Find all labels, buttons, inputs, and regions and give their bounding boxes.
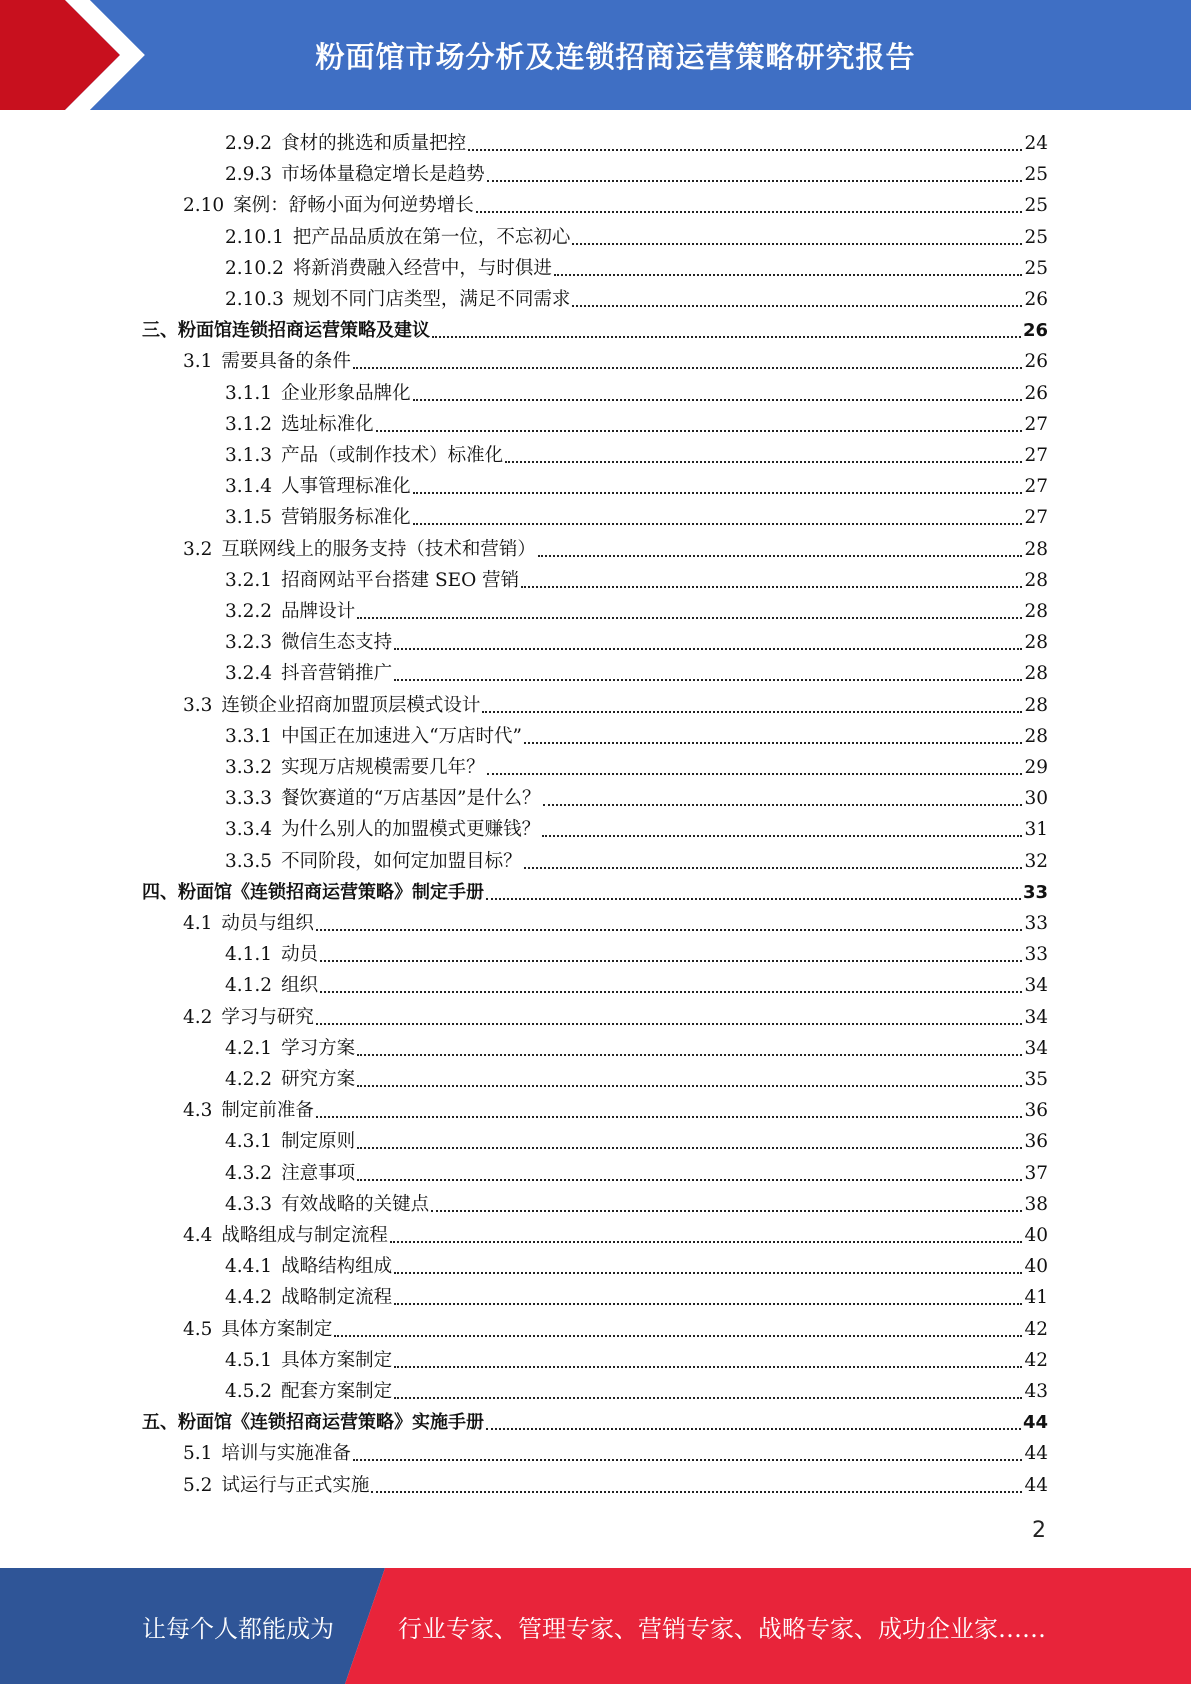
toc-leader-dots <box>353 1458 1023 1461</box>
toc-entry-title: 中国正在加速进入“万店时代” <box>281 725 522 747</box>
toc-entry-title: 具体方案制定 <box>281 1349 393 1371</box>
toc-leader-dots <box>413 522 1023 525</box>
toc-entry-title: 注意事项 <box>281 1162 356 1184</box>
toc-entry-page: 28 <box>1024 601 1048 622</box>
toc-entry-title: 战略制定流程 <box>281 1287 393 1309</box>
toc-entry-number: 4.2 <box>183 1006 213 1028</box>
toc-entry-number: 3.1.4 <box>225 476 273 498</box>
toc-leader-dots <box>524 741 1022 744</box>
toc-entry-page: 44 <box>1022 1412 1048 1434</box>
toc-entry-page: 42 <box>1024 1349 1048 1371</box>
toc-entry[interactable] <box>225 658 1048 689</box>
toc-entry-title: 案例：舒畅小面为何逆势增长 <box>233 195 474 217</box>
toc-entry-title: 选址标准化 <box>281 413 374 435</box>
toc-leader-dots <box>390 1240 1023 1243</box>
toc-leader-dots <box>521 585 1022 588</box>
toc-leader-dots <box>357 1146 1022 1149</box>
toc-leader-dots <box>394 647 1022 650</box>
toc-entry[interactable] <box>225 1376 1048 1407</box>
toc-entry-number: 4.5.2 <box>225 1381 273 1402</box>
toc-entry-title: 学习方案 <box>281 1037 356 1059</box>
toc-entry-title: 不同阶段，如何定加盟目标？ <box>281 850 522 872</box>
toc-entry-title: 需要具备的条件 <box>221 351 351 373</box>
toc-leader-dots <box>334 1334 1022 1337</box>
toc-entry-number: 3.3.2 <box>225 757 273 778</box>
toc-entry-page: 44 <box>1024 1443 1048 1465</box>
toc-entry-number: 4.5.1 <box>225 1349 273 1371</box>
toc-entry-page: 34 <box>1024 975 1048 997</box>
toc-entry-page: 26 <box>1024 382 1048 404</box>
toc-entry-page: 33 <box>1024 944 1048 966</box>
toc-entry-title: 市场体量稳定增长是趋势 <box>281 164 485 186</box>
toc-entry[interactable] <box>225 409 1048 440</box>
toc-leader-dots <box>538 554 1023 557</box>
toc-entry-page: 33 <box>1022 881 1048 903</box>
toc-entry[interactable] <box>225 1282 1048 1313</box>
toc-entry-page: 26 <box>1024 289 1048 310</box>
toc-entry[interactable] <box>225 159 1048 190</box>
toc-entry-number: 2.10.3 <box>225 289 284 310</box>
toc-entry[interactable] <box>142 1407 1048 1438</box>
toc-entry-number: 3.2.1 <box>225 569 273 591</box>
toc-entry-title: 品牌设计 <box>281 601 356 622</box>
toc-entry-title: 有效战略的关键点 <box>281 1193 430 1215</box>
toc-entry-page: 27 <box>1024 476 1048 498</box>
toc-entry-title: 招商网站平台搭建 SEO 营销 <box>281 569 520 591</box>
toc-entry[interactable] <box>183 346 1048 377</box>
toc-entry-page: 33 <box>1024 913 1048 934</box>
toc-entry-page: 41 <box>1024 1287 1048 1309</box>
toc-leader-dots <box>524 866 1023 869</box>
toc-leader-dots <box>413 398 1023 401</box>
toc-entry[interactable] <box>225 1158 1048 1189</box>
toc-entry-number: 3.2 <box>183 538 213 560</box>
toc-entry-title: 餐饮赛道的“万店基因”是什么？ <box>281 788 541 810</box>
toc-entry[interactable] <box>225 1189 1048 1220</box>
toc-entry-page: 40 <box>1024 1256 1048 1278</box>
toc-leader-dots <box>476 210 1023 213</box>
toc-leader-dots <box>357 1053 1022 1056</box>
toc-leader-dots <box>320 959 1022 962</box>
toc-entry-page: 40 <box>1024 1225 1048 1246</box>
toc-entry-page: 28 <box>1024 725 1048 747</box>
toc-entry-title: 抖音营销推广 <box>281 663 393 685</box>
toc-entry-page: 27 <box>1024 507 1048 529</box>
toc-entry[interactable] <box>225 1251 1048 1282</box>
toc-entry-number: 2.9.3 <box>225 164 273 186</box>
toc-leader-dots <box>357 1178 1022 1181</box>
toc-entry-title: 五、粉面馆《连锁招商运营策略》实施手册 <box>142 1412 484 1434</box>
toc-entry[interactable] <box>142 877 1048 908</box>
toc-entry-number: 3.2.4 <box>225 663 273 685</box>
toc-entry[interactable] <box>225 846 1048 877</box>
toc-entry-number: 4.2.2 <box>225 1069 273 1090</box>
toc-entry-number: 2.9.2 <box>225 133 273 154</box>
toc-entry-page: 27 <box>1024 445 1048 466</box>
toc-entry-number: 4.4.1 <box>225 1256 273 1278</box>
toc-entry-page: 34 <box>1024 1037 1048 1059</box>
document-title: 粉面馆市场分析及连锁招商运营策略研究报告 <box>315 39 916 74</box>
toc-entry-title: 战略结构组成 <box>281 1256 393 1278</box>
toc-entry-page: 28 <box>1024 569 1048 591</box>
toc-entry-number: 4.3.3 <box>225 1193 273 1215</box>
toc-entry-title: 研究方案 <box>281 1069 356 1090</box>
toc-entry-page: 36 <box>1024 1100 1048 1122</box>
toc-entry-number: 4.4.2 <box>225 1287 273 1309</box>
toc-entry-page: 37 <box>1024 1162 1048 1184</box>
toc-entry-title: 营销服务标准化 <box>281 507 411 529</box>
toc-entry-number: 2.10.1 <box>225 226 284 248</box>
toc-entry[interactable] <box>142 315 1048 346</box>
toc-entry-number: 4.1.2 <box>225 975 273 997</box>
toc-leader-dots <box>316 1022 1023 1025</box>
toc-entry-page: 25 <box>1024 226 1048 248</box>
toc-entry[interactable] <box>225 721 1048 752</box>
toc-leader-dots <box>394 678 1022 681</box>
toc-entry-page: 43 <box>1024 1381 1048 1402</box>
toc-leader-dots <box>572 242 1022 245</box>
toc-entry-title: 规划不同门店类型，满足不同需求 <box>292 289 571 310</box>
toc-entry[interactable] <box>225 1126 1048 1157</box>
toc-entry-number: 3.1.3 <box>225 445 273 466</box>
toc-entry-title: 制定原则 <box>281 1131 356 1153</box>
toc-entry-page: 42 <box>1024 1318 1048 1340</box>
toc-entry-number: 4.4 <box>183 1225 213 1246</box>
toc-leader-dots <box>353 366 1023 369</box>
toc-entry-number: 2.10.2 <box>225 257 284 279</box>
toc-entry[interactable] <box>225 222 1048 253</box>
toc-entry-title: 配套方案制定 <box>281 1381 393 1402</box>
toc-entry-page: 29 <box>1024 757 1048 778</box>
toc-entry[interactable] <box>225 627 1048 658</box>
toc-entry-number: 3.2.3 <box>225 632 273 654</box>
toc-entry[interactable] <box>183 690 1048 721</box>
toc-entry-number: 4.2.1 <box>225 1037 273 1059</box>
toc-leader-dots <box>486 897 1021 900</box>
toc-entry[interactable] <box>225 502 1048 533</box>
toc-leader-dots <box>572 304 1022 307</box>
toc-entry-title: 战略组成与制定流程 <box>221 1225 388 1246</box>
toc-leader-dots <box>316 928 1023 931</box>
toc-entry-title: 制定前准备 <box>221 1100 314 1122</box>
toc-entry[interactable] <box>225 565 1048 596</box>
toc-entry-page: 32 <box>1024 850 1048 872</box>
toc-entry-number: 3.1 <box>183 351 213 373</box>
toc-entry-page: 25 <box>1024 257 1048 279</box>
toc-entry-title: 四、粉面馆《连锁招商运营策略》制定手册 <box>142 881 484 903</box>
toc-entry-number: 3.2.2 <box>225 601 273 622</box>
toc-entry-title: 三、粉面馆连锁招商运营策略及建议 <box>142 320 430 342</box>
toc-leader-dots <box>413 491 1023 494</box>
toc-leader-dots <box>394 1396 1022 1399</box>
toc-entry-title: 培训与实施准备 <box>221 1443 351 1465</box>
toc-leader-dots <box>316 1115 1023 1118</box>
toc-entry[interactable] <box>183 1470 1048 1501</box>
toc-entry-number: 3.3.3 <box>225 788 273 810</box>
toc-entry[interactable] <box>225 284 1048 315</box>
toc-entry[interactable] <box>225 471 1048 502</box>
toc-leader-dots <box>487 772 1023 775</box>
toc-entry[interactable] <box>225 1064 1048 1095</box>
toc-entry-title: 产品（或制作技术）标准化 <box>281 445 504 466</box>
toc-entry-title: 互联网线上的服务支持（技术和营销） <box>221 538 536 560</box>
toc-entry[interactable] <box>183 190 1048 221</box>
toc-entry-page: 35 <box>1024 1069 1048 1090</box>
toc-entry-number: 3.1.1 <box>225 382 273 404</box>
toc-entry-number: 3.3 <box>183 694 213 716</box>
toc-entry-number: 4.1 <box>183 913 213 934</box>
toc-entry-number: 4.5 <box>183 1318 213 1340</box>
toc-entry-title: 组织 <box>281 975 319 997</box>
toc-entry-page: 44 <box>1024 1474 1048 1496</box>
toc-entry-number: 2.10 <box>183 195 225 217</box>
toc-entry-page: 34 <box>1024 1006 1048 1028</box>
toc-entry-number: 5.1 <box>183 1443 213 1465</box>
toc-entry[interactable] <box>183 1002 1048 1033</box>
page-number: 2 <box>1032 1518 1046 1543</box>
toc-entry-title: 具体方案制定 <box>221 1318 333 1340</box>
toc-entry[interactable] <box>183 1095 1048 1126</box>
toc-entry-number: 3.3.4 <box>225 819 273 841</box>
toc-leader-dots <box>468 148 1022 151</box>
toc-entry-number: 4.3.2 <box>225 1162 273 1184</box>
footer-slogan-left: 让每个人都能成为 <box>142 1614 334 1643</box>
toc-entry-number: 3.3.5 <box>225 850 273 872</box>
toc-entry-page: 30 <box>1024 788 1048 810</box>
toc-entry-page: 24 <box>1024 133 1048 154</box>
toc-entry-number: 5.2 <box>183 1474 213 1496</box>
toc-entry-number: 3.3.1 <box>225 725 273 747</box>
toc-entry[interactable] <box>225 128 1048 159</box>
toc-leader-dots <box>487 179 1023 182</box>
toc-leader-dots <box>431 1209 1022 1212</box>
toc-leader-dots <box>543 803 1023 806</box>
toc-entry[interactable] <box>225 253 1048 284</box>
toc-entry[interactable] <box>225 970 1048 1001</box>
toc-entry-title: 动员 <box>281 944 319 966</box>
toc-leader-dots <box>505 460 1022 463</box>
toc-entry[interactable] <box>183 1220 1048 1251</box>
toc-leader-dots <box>486 1427 1021 1430</box>
toc-entry[interactable] <box>183 1438 1048 1469</box>
toc-entry-page: 28 <box>1024 663 1048 685</box>
toc-entry-title: 微信生态支持 <box>281 632 393 654</box>
toc-entry[interactable] <box>225 1345 1048 1376</box>
toc-leader-dots <box>357 616 1022 619</box>
toc-entry-title: 把产品品质放在第一位，不忘初心 <box>292 226 571 248</box>
toc-entry-title: 企业形象品牌化 <box>281 382 411 404</box>
toc-entry[interactable] <box>183 1314 1048 1345</box>
toc-leader-dots <box>394 1365 1022 1368</box>
toc-entry-title: 学习与研究 <box>221 1006 314 1028</box>
toc-entry-page: 28 <box>1024 694 1048 716</box>
toc-entry-page: 36 <box>1024 1131 1048 1153</box>
toc-entry-page: 26 <box>1024 351 1048 373</box>
toc-entry-page: 28 <box>1024 538 1048 560</box>
toc-entry-title: 试运行与正式实施 <box>221 1474 370 1496</box>
toc-entry-title: 连锁企业招商加盟顶层模式设计 <box>221 694 481 716</box>
toc-leader-dots <box>482 710 1022 713</box>
toc-entry[interactable] <box>225 783 1048 814</box>
toc-leader-dots <box>432 335 1021 338</box>
toc-leader-dots <box>320 990 1022 993</box>
toc-entry-page: 25 <box>1024 164 1048 186</box>
toc-entry-title: 实现万店规模需要几年？ <box>281 757 485 778</box>
toc-entry-title: 为什么别人的加盟模式更赚钱？ <box>281 819 541 841</box>
footer-slogan-right: 行业专家、管理专家、营销专家、战略专家、成功企业家…… <box>398 1614 1046 1643</box>
toc-leader-dots <box>371 1490 1022 1493</box>
toc-entry-number: 4.3.1 <box>225 1131 273 1153</box>
toc-entry-title: 动员与组织 <box>221 913 314 934</box>
toc-entry-number: 3.1.2 <box>225 413 273 435</box>
toc-entry-page: 26 <box>1022 320 1048 342</box>
toc-entry-page: 27 <box>1024 413 1048 435</box>
toc-entry-number: 3.1.5 <box>225 507 273 529</box>
footer-banner <box>0 1568 1191 1684</box>
toc-entry-page: 28 <box>1024 632 1048 654</box>
toc-entry-page: 25 <box>1024 195 1048 217</box>
toc-entry[interactable] <box>225 939 1048 970</box>
toc-leader-dots <box>554 273 1023 276</box>
toc-entry-title: 人事管理标准化 <box>281 476 411 498</box>
toc-entry[interactable] <box>225 378 1048 409</box>
toc-leader-dots <box>542 834 1022 837</box>
toc-entry[interactable] <box>225 1033 1048 1064</box>
chevron-arrow-icon <box>0 0 150 110</box>
toc-entry[interactable] <box>183 908 1048 939</box>
toc-leader-dots <box>394 1302 1022 1305</box>
toc-leader-dots <box>376 429 1023 432</box>
toc-leader-dots <box>357 1084 1022 1087</box>
toc-leader-dots <box>394 1271 1022 1274</box>
toc-entry-page: 31 <box>1024 819 1048 841</box>
toc-entry[interactable] <box>225 440 1048 471</box>
toc-entry-page: 38 <box>1024 1193 1048 1215</box>
toc-entry-number: 4.1.1 <box>225 944 273 966</box>
toc-entry-title: 食材的挑选和质量把控 <box>281 133 467 154</box>
toc-entry[interactable] <box>225 814 1048 845</box>
toc-entry[interactable] <box>225 752 1048 783</box>
header-banner <box>0 0 1191 110</box>
toc-entry[interactable] <box>225 596 1048 627</box>
toc-entry-title: 将新消费融入经营中，与时俱进 <box>292 257 552 279</box>
toc-entry[interactable] <box>183 534 1048 565</box>
toc-entry-number: 4.3 <box>183 1100 213 1122</box>
